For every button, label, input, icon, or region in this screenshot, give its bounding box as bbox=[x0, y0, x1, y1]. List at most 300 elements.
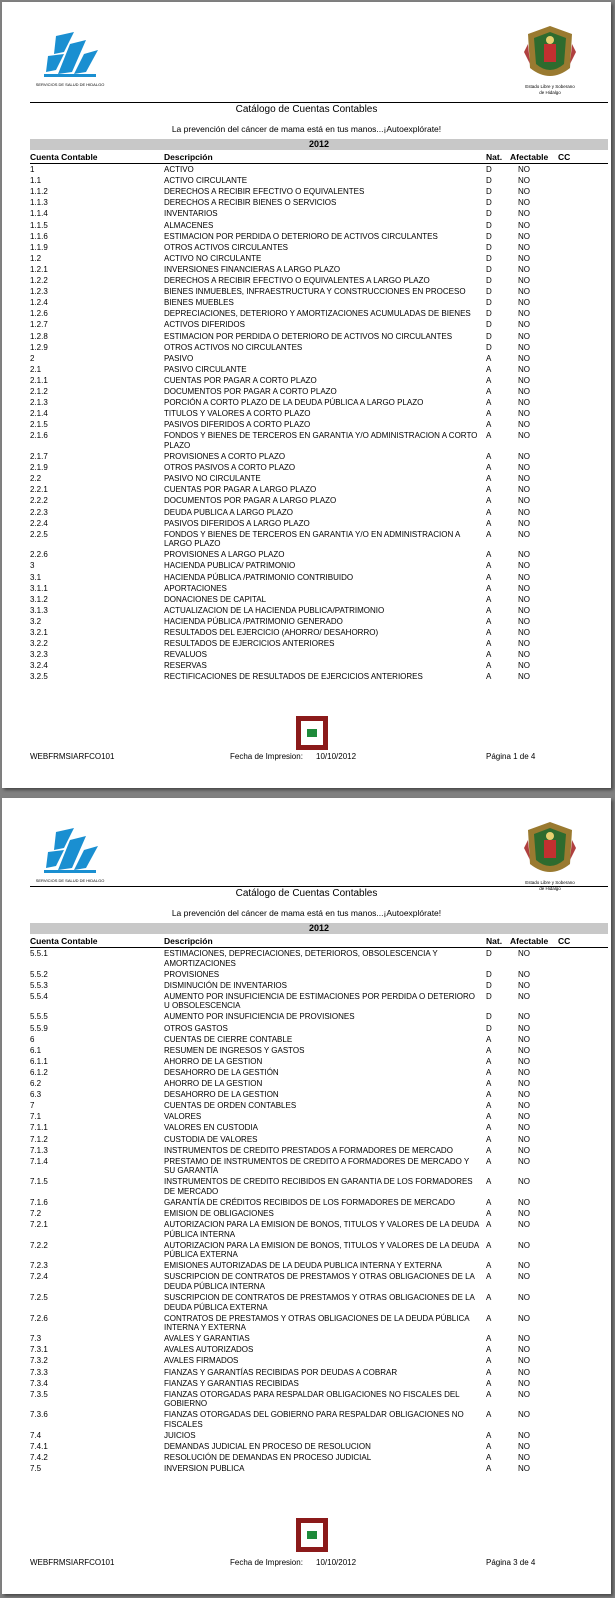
account-afectable: NO bbox=[518, 209, 530, 219]
account-nature: D bbox=[486, 187, 492, 197]
account-afectable: NO bbox=[518, 264, 530, 274]
account-nature: A bbox=[486, 1123, 492, 1133]
account-nature: A bbox=[486, 1145, 492, 1155]
account-description: ESTIMACION POR PERDIDA O DETERIORO DE ACTIVOS CIRCULANTES bbox=[164, 231, 438, 241]
account-nature: D bbox=[486, 298, 492, 308]
account-nature: A bbox=[486, 496, 492, 506]
account-afectable: NO bbox=[518, 949, 530, 958]
account-afectable: NO bbox=[518, 661, 530, 671]
account-nature: A bbox=[486, 1101, 492, 1111]
report-code: WEBFRMSIARFCO101 bbox=[30, 752, 115, 761]
account-afectable: NO bbox=[518, 1090, 530, 1100]
account-code: 2.2.4 bbox=[30, 518, 48, 528]
account-description: BIENES MUEBLES bbox=[164, 298, 234, 308]
account-code: 7.4 bbox=[30, 1430, 42, 1440]
account-code: 2.1 bbox=[30, 364, 42, 374]
account-description: DERECHOS A RECIBIR BIENES O SERVICIOS bbox=[164, 198, 337, 208]
account-description: APORTACIONES bbox=[164, 583, 227, 593]
year-band: 2012 bbox=[30, 139, 608, 150]
account-description: AVALES FIRMADOS bbox=[164, 1356, 239, 1366]
account-afectable: NO bbox=[518, 1045, 530, 1055]
account-afectable: NO bbox=[518, 253, 530, 263]
account-code: 3.2 bbox=[30, 616, 42, 626]
account-afectable: NO bbox=[518, 991, 530, 1001]
account-code: 1.1.9 bbox=[30, 242, 48, 252]
account-nature: D bbox=[486, 287, 492, 297]
account-code: 2.1.9 bbox=[30, 463, 48, 473]
account-description: GARANTÍA DE CRÉDITOS RECIBIDOS DE LOS FORMADORES DE MERCADO bbox=[164, 1197, 456, 1207]
account-nature: A bbox=[486, 1261, 492, 1271]
account-description: HACIENDA PÚBLICA /PATRIMONIO CONTRIBUIDO bbox=[164, 572, 354, 582]
account-description: INSTRUMENTOS DE CREDITO RECIBIDOS EN GARANTIA DE LOS FORMADORES DE MERCADO bbox=[164, 1177, 473, 1196]
account-nature: A bbox=[486, 594, 492, 604]
account-nature: A bbox=[486, 463, 492, 473]
account-nature: D bbox=[486, 1012, 492, 1022]
account-nature: A bbox=[486, 364, 492, 374]
col-cc: CC bbox=[558, 936, 571, 946]
account-description: FONDOS Y BIENES DE TERCEROS EN GARANTIA Y/O ADMINISTRACION A CORTO PLAZO bbox=[164, 431, 478, 450]
account-code: 2 bbox=[30, 353, 35, 363]
account-afectable: NO bbox=[518, 1240, 530, 1250]
account-description: TITULOS Y VALORES A CORTO PLAZO bbox=[164, 409, 311, 419]
account-code: 7.3 bbox=[30, 1334, 42, 1344]
account-afectable: NO bbox=[518, 431, 530, 441]
account-description: EMISIONES AUTORIZADAS DE LA DEUDA PUBLICA INTERNA Y EXTERNA bbox=[164, 1261, 442, 1271]
account-afectable: NO bbox=[518, 550, 530, 560]
account-description: DOCUMENTOS POR PAGAR A LARGO PLAZO bbox=[164, 496, 337, 506]
account-nature: A bbox=[486, 1345, 492, 1355]
account-code: 5.5.3 bbox=[30, 980, 48, 990]
account-afectable: NO bbox=[518, 1156, 530, 1166]
account-afectable: NO bbox=[518, 1430, 530, 1440]
account-code: 2.1.3 bbox=[30, 398, 48, 408]
account-afectable: NO bbox=[518, 187, 530, 197]
svg-text:de Hidalgo: de Hidalgo bbox=[539, 90, 561, 95]
footer-seal bbox=[294, 714, 330, 752]
account-code: 7.1 bbox=[30, 1112, 42, 1122]
footer-seal bbox=[294, 1516, 330, 1554]
account-code: 3.1 bbox=[30, 572, 42, 582]
account-nature: D bbox=[486, 991, 492, 1001]
account-nature: A bbox=[486, 1410, 492, 1420]
account-nature: A bbox=[486, 583, 492, 593]
account-code: 5.5.9 bbox=[30, 1023, 48, 1033]
account-nature: A bbox=[486, 1389, 492, 1399]
account-code: 6.2 bbox=[30, 1079, 42, 1088]
account-afectable: NO bbox=[518, 672, 530, 682]
account-nature: A bbox=[486, 1134, 492, 1144]
account-afectable: NO bbox=[518, 1220, 530, 1230]
account-afectable: NO bbox=[518, 572, 530, 582]
account-description: AUMENTO POR INSUFICIENCIA DE ESTIMACIONES POR PERDIDA O DETERIORO U OBSOLESCENCIA bbox=[164, 991, 476, 1011]
account-description: HACIENDA PÚBLICA /PATRIMONIO GENERADO bbox=[164, 616, 343, 626]
account-nature: A bbox=[486, 353, 492, 363]
account-afectable: NO bbox=[518, 452, 530, 461]
account-description: CONTRATOS DE PRESTAMOS Y OTRAS OBLIGACIONES DE LA DEUDA PÚBLICA INTERNA Y EXTERNA bbox=[164, 1313, 470, 1333]
svg-text:SERVICIOS DE SALUD DE HIDALGO: SERVICIOS DE SALUD DE HIDALGO bbox=[35, 82, 105, 87]
account-afectable: NO bbox=[518, 320, 530, 330]
account-afectable: NO bbox=[518, 1272, 530, 1282]
account-code: 7.5 bbox=[30, 1464, 42, 1474]
svg-text:Estado Libre y Soberano: Estado Libre y Soberano bbox=[525, 880, 575, 885]
account-code: 7 bbox=[30, 1101, 35, 1111]
account-afectable: NO bbox=[518, 398, 530, 408]
account-description: SUSCRIPCION DE CONTRATOS DE PRESTAMOS Y OTRAS OBLIGACIONES DE LA DEUDA PÚBLICA INTERNA bbox=[164, 1272, 475, 1291]
slogan: La prevención del cáncer de mama está en tus manos...¡Autoexplórate! bbox=[171, 908, 442, 918]
account-nature: A bbox=[486, 1356, 492, 1366]
account-description: CUENTAS DE ORDEN CONTABLES bbox=[164, 1101, 297, 1111]
account-afectable: NO bbox=[518, 1067, 530, 1077]
account-nature: A bbox=[486, 1156, 492, 1166]
account-code: 7.2.4 bbox=[30, 1272, 48, 1282]
account-code: 3.2.1 bbox=[30, 628, 48, 637]
account-code: 2.1.7 bbox=[30, 452, 48, 461]
account-nature: D bbox=[486, 276, 492, 285]
account-afectable: NO bbox=[518, 628, 530, 637]
account-code: 5.5.5 bbox=[30, 1012, 48, 1022]
account-description: VALORES EN CUSTODIA bbox=[164, 1123, 258, 1133]
account-afectable: NO bbox=[518, 1453, 530, 1463]
col-nat: Nat. bbox=[486, 152, 503, 162]
account-nature: D bbox=[486, 253, 492, 263]
col-afectable: Afectable bbox=[510, 152, 549, 162]
report-code: WEBFRMSIARFCO101 bbox=[30, 1558, 115, 1567]
account-description: ACTIVOS DIFERIDOS bbox=[164, 320, 245, 330]
account-description: DEUDA PUBLICA A LARGO PLAZO bbox=[164, 507, 293, 517]
col-account: Cuenta Contable bbox=[30, 152, 98, 162]
account-afectable: NO bbox=[518, 1378, 530, 1388]
account-nature: A bbox=[486, 529, 492, 539]
account-code: 3.1.1 bbox=[30, 583, 48, 593]
account-nature: A bbox=[486, 561, 492, 571]
header-rule bbox=[30, 886, 608, 887]
account-afectable: NO bbox=[518, 342, 530, 352]
account-code: 1.2.4 bbox=[30, 298, 48, 308]
account-afectable: NO bbox=[518, 242, 530, 252]
account-afectable: NO bbox=[518, 1123, 530, 1133]
account-code: 7.3.4 bbox=[30, 1378, 48, 1388]
account-description: OTROS ACTIVOS NO CIRCULANTES bbox=[164, 342, 303, 352]
account-code: 1.2.1 bbox=[30, 264, 48, 274]
account-code: 7.2.6 bbox=[30, 1313, 48, 1323]
account-code: 6.3 bbox=[30, 1090, 42, 1100]
account-code: 2.2.3 bbox=[30, 507, 48, 517]
account-nature: D bbox=[486, 165, 492, 174]
account-nature: A bbox=[486, 1272, 492, 1282]
account-description: EMISION DE OBLIGACIONES bbox=[164, 1209, 274, 1218]
account-afectable: NO bbox=[518, 198, 530, 208]
account-code: 7.2.2 bbox=[30, 1240, 48, 1250]
account-description: PROVISIONES A LARGO PLAZO bbox=[164, 550, 285, 560]
account-nature: A bbox=[486, 628, 492, 637]
account-afectable: NO bbox=[518, 969, 530, 979]
account-description: FIANZAS OTORGADAS DEL GOBIERNO PARA RESPALDAR OBLIGACIONES NO FISCALES bbox=[164, 1410, 464, 1429]
account-nature: A bbox=[486, 1090, 492, 1100]
account-description: DESAHORRO DE LA GESTIÓN bbox=[164, 1067, 279, 1077]
account-code: 7.2.3 bbox=[30, 1261, 48, 1271]
account-nature: A bbox=[486, 1045, 492, 1055]
account-nature: D bbox=[486, 969, 492, 979]
svg-text:SERVICIOS DE SALUD DE HIDALGO: SERVICIOS DE SALUD DE HIDALGO bbox=[35, 878, 105, 883]
col-afectable: Afectable bbox=[510, 936, 549, 946]
document-page-2 bbox=[2, 798, 611, 1594]
account-nature: D bbox=[486, 231, 492, 241]
account-code: 1.2.2 bbox=[30, 276, 48, 285]
account-code: 7.1.5 bbox=[30, 1177, 48, 1187]
account-nature: A bbox=[486, 1034, 492, 1044]
account-code: 7.4.2 bbox=[30, 1453, 48, 1463]
account-description: AUTORIZACION PARA LA EMISION DE BONOS, TITULOS Y VALORES DE LA DEUDA PÚBLICA INTERNA bbox=[164, 1220, 479, 1239]
account-afectable: NO bbox=[518, 353, 530, 363]
account-nature: A bbox=[486, 518, 492, 528]
account-afectable: NO bbox=[518, 1367, 530, 1377]
account-description: ESTIMACIONES, DEPRECIACIONES, DETERIOROS, OBSOLESCENCIA Y AMORTIZACIONES bbox=[164, 949, 438, 968]
account-afectable: NO bbox=[518, 1293, 530, 1302]
account-description: DONACIONES DE CAPITAL bbox=[164, 594, 267, 604]
account-nature: A bbox=[486, 507, 492, 517]
account-nature: A bbox=[486, 572, 492, 582]
account-code: 1.1 bbox=[30, 176, 42, 186]
catalog-title: Catálogo de Cuentas Contables bbox=[235, 888, 378, 899]
account-description: AHORRO DE LA GESTION bbox=[164, 1079, 263, 1088]
account-nature: A bbox=[486, 550, 492, 560]
account-code: 7.1.1 bbox=[30, 1123, 48, 1133]
account-description: ACTIVO CIRCULANTE bbox=[164, 176, 248, 186]
account-description: CUENTAS POR PAGAR A CORTO PLAZO bbox=[164, 375, 317, 385]
account-nature: A bbox=[486, 1240, 492, 1250]
account-afectable: NO bbox=[518, 1345, 530, 1355]
account-code: 2.2 bbox=[30, 474, 42, 484]
account-nature: A bbox=[486, 1220, 492, 1230]
print-date-label: Fecha de Impresion: bbox=[230, 1558, 303, 1567]
account-nature: A bbox=[486, 1464, 492, 1474]
account-nature: A bbox=[486, 409, 492, 419]
account-description: RESOLUCIÓN DE DEMANDAS EN PROCESO JUDICIAL bbox=[164, 1453, 372, 1463]
account-code: 5.5.1 bbox=[30, 949, 48, 958]
account-description: DEMANDAS JUDICIAL EN PROCESO DE RESOLUCION bbox=[164, 1442, 371, 1451]
col-nat: Nat. bbox=[486, 936, 503, 946]
account-nature: A bbox=[486, 605, 492, 615]
account-description: PORCIÓN A CORTO PLAZO DE LA DEUDA PÚBLICA A LARGO PLAZO bbox=[164, 398, 424, 408]
account-description: RESUMEN DE INGRESOS Y GASTOS bbox=[164, 1045, 305, 1055]
account-description: PASIVOS DIFERIDOS A LARGO PLAZO bbox=[164, 518, 310, 528]
account-code: 7.3.1 bbox=[30, 1345, 48, 1355]
account-nature: A bbox=[486, 650, 492, 660]
account-nature: A bbox=[486, 1197, 492, 1207]
col-description: Descripción bbox=[164, 936, 213, 946]
account-description: DOCUMENTOS POR PAGAR A CORTO PLAZO bbox=[164, 387, 337, 396]
account-afectable: NO bbox=[518, 220, 530, 230]
account-afectable: NO bbox=[518, 176, 530, 186]
account-code: 1 bbox=[30, 165, 35, 174]
account-description: OTROS ACTIVOS CIRCULANTES bbox=[164, 242, 289, 252]
ssh-logo bbox=[34, 26, 106, 92]
account-code: 2.1.5 bbox=[30, 420, 48, 430]
account-afectable: NO bbox=[518, 1389, 530, 1399]
account-afectable: NO bbox=[518, 639, 530, 649]
account-description: FIANZAS Y GARANTÍAS RECIBIDAS POR DEUDAS A COBRAR bbox=[164, 1367, 398, 1377]
account-nature: A bbox=[486, 1453, 492, 1463]
account-description: DESAHORRO DE LA GESTION bbox=[164, 1090, 279, 1100]
catalog-title: Catálogo de Cuentas Contables bbox=[235, 104, 378, 115]
account-afectable: NO bbox=[518, 507, 530, 517]
account-nature: A bbox=[486, 485, 492, 495]
account-code: 3.2.2 bbox=[30, 639, 48, 649]
account-afectable: NO bbox=[518, 474, 530, 484]
account-nature: D bbox=[486, 949, 492, 958]
account-nature: A bbox=[486, 1367, 492, 1377]
account-code: 7.4.1 bbox=[30, 1442, 48, 1451]
account-afectable: NO bbox=[518, 1012, 530, 1022]
account-code: 2.1.1 bbox=[30, 375, 48, 385]
account-description: AUMENTO POR INSUFICIENCIA DE PROVISIONES bbox=[164, 1012, 355, 1022]
account-code: 1.2.6 bbox=[30, 309, 48, 319]
account-nature: D bbox=[486, 242, 492, 252]
account-nature: A bbox=[486, 431, 492, 441]
account-description: PROVISIONES bbox=[164, 969, 220, 979]
account-afectable: NO bbox=[518, 1313, 530, 1323]
account-description: INVERSIONES FINANCIERAS A LARGO PLAZO bbox=[164, 264, 341, 274]
account-code: 1.2 bbox=[30, 253, 42, 263]
account-afectable: NO bbox=[518, 364, 530, 374]
account-nature: D bbox=[486, 198, 492, 208]
account-description: ESTIMACION POR PERDIDA O DETERIORO DE ACTIVOS NO CIRCULANTES bbox=[164, 331, 453, 341]
account-nature: A bbox=[486, 661, 492, 671]
account-description: PROVISIONES A CORTO PLAZO bbox=[164, 452, 286, 461]
account-description: INVENTARIOS bbox=[164, 209, 218, 219]
account-nature: D bbox=[486, 320, 492, 330]
account-code: 7.2.5 bbox=[30, 1293, 48, 1302]
col-description: Descripción bbox=[164, 152, 213, 162]
account-code: 2.1.6 bbox=[30, 431, 48, 441]
account-afectable: NO bbox=[518, 1177, 530, 1187]
account-afectable: NO bbox=[518, 331, 530, 341]
account-code: 3.1.2 bbox=[30, 594, 48, 604]
account-code: 1.1.3 bbox=[30, 198, 48, 208]
account-afectable: NO bbox=[518, 375, 530, 385]
account-afectable: NO bbox=[518, 650, 530, 660]
account-nature: D bbox=[486, 209, 492, 219]
account-nature: A bbox=[486, 1430, 492, 1440]
account-description: FIANZAS OTORGADAS PARA RESPALDAR OBLIGACIONES NO FISCALES DEL GOBIERNO bbox=[164, 1389, 460, 1409]
account-nature: A bbox=[486, 387, 492, 396]
account-description: CUSTODIA DE VALORES bbox=[164, 1134, 258, 1144]
svg-text:de Hidalgo: de Hidalgo bbox=[539, 886, 561, 891]
hidalgo-coat-of-arms bbox=[518, 24, 582, 100]
account-code: 7.2.1 bbox=[30, 1220, 48, 1230]
account-nature: D bbox=[486, 176, 492, 186]
account-description: JUICIOS bbox=[164, 1430, 196, 1440]
account-afectable: NO bbox=[518, 1334, 530, 1344]
account-description: PASIVOS DIFERIDOS A CORTO PLAZO bbox=[164, 420, 311, 430]
account-code: 1.2.8 bbox=[30, 331, 48, 341]
account-description: BIENES INMUEBLES, INFRAESTRUCTURA Y CONSTRUCCIONES EN PROCESO bbox=[164, 287, 466, 297]
account-description: OTROS GASTOS bbox=[164, 1023, 228, 1033]
account-nature: A bbox=[486, 1334, 492, 1344]
slogan: La prevención del cáncer de mama está en tus manos...¡Autoexplórate! bbox=[171, 124, 442, 134]
account-code: 6.1.1 bbox=[30, 1056, 48, 1066]
account-code: 7.3.5 bbox=[30, 1389, 48, 1399]
account-nature: A bbox=[486, 616, 492, 626]
account-afectable: NO bbox=[518, 1410, 530, 1420]
account-description: PASIVO CIRCULANTE bbox=[164, 364, 247, 374]
document-page-1 bbox=[2, 2, 611, 788]
account-afectable: NO bbox=[518, 1464, 530, 1474]
account-code: 6.1.2 bbox=[30, 1067, 48, 1077]
account-description: REVALUOS bbox=[164, 650, 207, 660]
account-code: 2.1.2 bbox=[30, 387, 48, 396]
account-afectable: NO bbox=[518, 420, 530, 430]
account-afectable: NO bbox=[518, 1145, 530, 1155]
account-code: 1.2.7 bbox=[30, 320, 48, 330]
year-band: 2012 bbox=[30, 923, 608, 934]
account-afectable: NO bbox=[518, 980, 530, 990]
page-number: Página 3 de 4 bbox=[486, 1558, 536, 1567]
account-nature: A bbox=[486, 1209, 492, 1218]
hidalgo-coat-of-arms bbox=[518, 820, 582, 896]
account-description: PRESTAMO DE INSTRUMENTOS DE CREDITO A FORMADORES DE MERCADO Y SU GARANTÍA bbox=[164, 1156, 470, 1176]
account-code: 1.1.2 bbox=[30, 187, 48, 197]
account-nature: A bbox=[486, 1056, 492, 1066]
account-afectable: NO bbox=[518, 529, 530, 539]
account-nature: D bbox=[486, 309, 492, 319]
account-code: 7.1.4 bbox=[30, 1156, 48, 1166]
account-code: 3.1.3 bbox=[30, 605, 48, 615]
account-nature: A bbox=[486, 1442, 492, 1451]
account-nature: A bbox=[486, 420, 492, 430]
account-afectable: NO bbox=[518, 231, 530, 241]
account-afectable: NO bbox=[518, 605, 530, 615]
account-description: AVALES AUTORIZADOS bbox=[164, 1345, 254, 1355]
print-date: 10/10/2012 bbox=[316, 1558, 357, 1567]
account-description: SUSCRIPCION DE CONTRATOS DE PRESTAMOS Y OTRAS OBLIGACIONES DE LA DEUDA PÚBLICA EXTERNA bbox=[164, 1293, 475, 1312]
account-description: OTROS PASIVOS A CORTO PLAZO bbox=[164, 463, 296, 473]
account-description: AUTORIZACION PARA LA EMISION DE BONOS, TITULOS Y VALORES DE LA DEUDA PÚBLICA EXTERNA bbox=[164, 1240, 479, 1260]
page-number: Página 1 de 4 bbox=[486, 752, 536, 761]
account-code: 2.1.4 bbox=[30, 409, 48, 419]
account-nature: D bbox=[486, 980, 492, 990]
account-description: INSTRUMENTOS DE CREDITO PRESTADOS A FORMADORES DE MERCADO bbox=[164, 1145, 453, 1155]
account-code: 6.1 bbox=[30, 1045, 42, 1055]
account-nature: A bbox=[486, 1177, 492, 1187]
account-afectable: NO bbox=[518, 496, 530, 506]
account-nature: A bbox=[486, 1067, 492, 1077]
account-afectable: NO bbox=[518, 309, 530, 319]
account-afectable: NO bbox=[518, 1197, 530, 1207]
account-code: 7.1.3 bbox=[30, 1145, 48, 1155]
account-code: 7.1.2 bbox=[30, 1134, 48, 1144]
account-afectable: NO bbox=[518, 1034, 530, 1044]
account-description: PASIVO bbox=[164, 353, 194, 363]
account-afectable: NO bbox=[518, 276, 530, 285]
account-code: 7.2 bbox=[30, 1209, 42, 1218]
account-description: PASIVO NO CIRCULANTE bbox=[164, 474, 261, 484]
account-afectable: NO bbox=[518, 387, 530, 396]
account-description: DISMINUCIÓN DE INVENTARIOS bbox=[164, 980, 287, 990]
account-description: ACTIVO bbox=[164, 165, 194, 174]
account-afectable: NO bbox=[518, 583, 530, 593]
account-code: 7.1.6 bbox=[30, 1197, 48, 1207]
account-code: 1.2.9 bbox=[30, 342, 48, 352]
account-description: CUENTAS POR PAGAR A LARGO PLAZO bbox=[164, 485, 317, 495]
account-nature: A bbox=[486, 452, 492, 461]
account-afectable: NO bbox=[518, 1112, 530, 1122]
account-description: RESULTADOS DEL EJERCICIO (AHORRO/ DESAHORRO) bbox=[164, 628, 379, 637]
account-afectable: NO bbox=[518, 298, 530, 308]
col-cc: CC bbox=[558, 152, 571, 162]
account-description: ACTUALIZACION DE LA HACIENDA PUBLICA/PATRIMONIO bbox=[164, 605, 385, 615]
account-afectable: NO bbox=[518, 1356, 530, 1366]
